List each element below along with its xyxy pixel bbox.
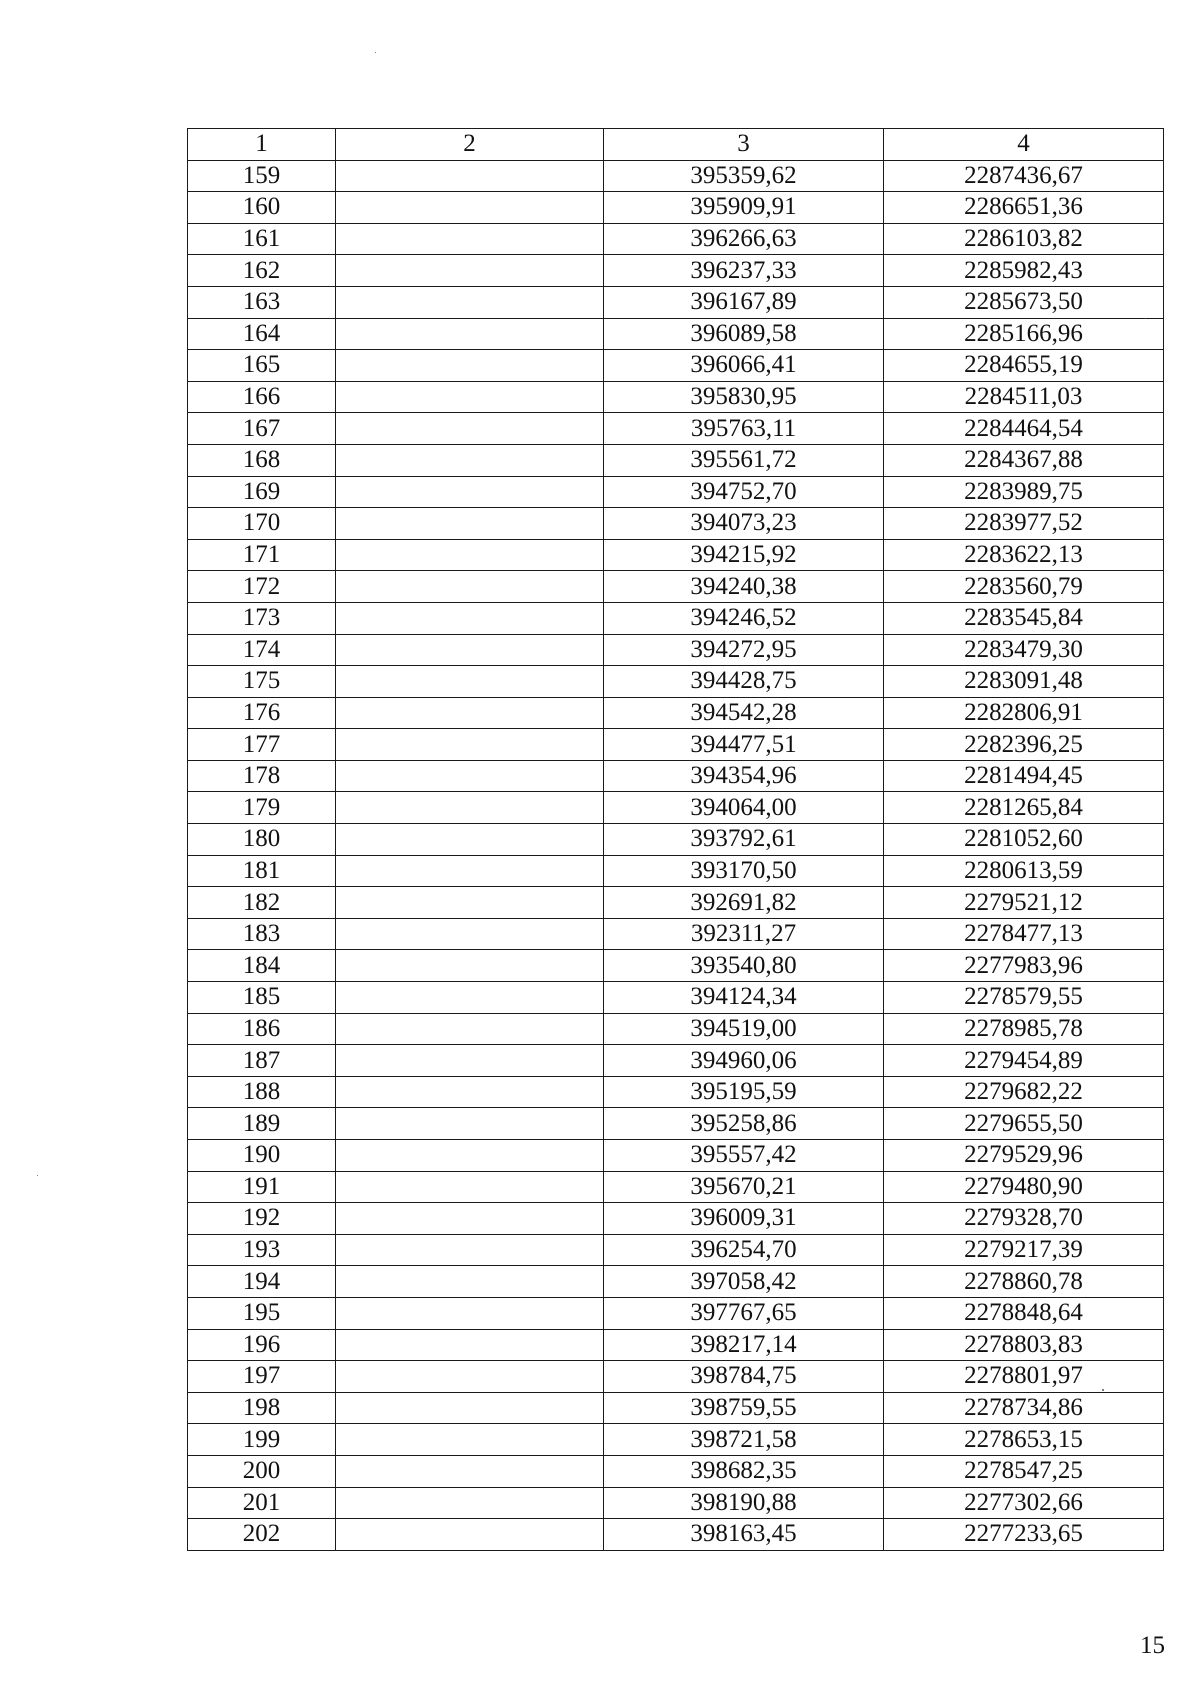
scan-speck [37, 1175, 38, 1176]
description-cell [336, 760, 604, 792]
x-coordinate-cell: 394124,34 [604, 982, 884, 1014]
description-cell [336, 286, 604, 318]
table-row [188, 476, 1164, 508]
description-cell [336, 1045, 604, 1077]
x-coordinate-cell: 394215,92 [604, 539, 884, 571]
description-cell [336, 508, 604, 540]
x-coordinate-cell: 395830,95 [604, 381, 884, 413]
point-number-cell: 191 [188, 1171, 336, 1203]
x-coordinate-cell: 396266,63 [604, 223, 884, 255]
table-row [188, 1140, 1164, 1172]
description-cell [336, 697, 604, 729]
x-coordinate-cell: 398759,55 [604, 1392, 884, 1424]
point-number-cell: 170 [188, 508, 336, 540]
point-number-cell: 192 [188, 1203, 336, 1235]
x-coordinate-cell: 396167,89 [604, 286, 884, 318]
description-cell [336, 571, 604, 603]
y-coordinate-cell: 2281494,45 [884, 760, 1164, 792]
y-coordinate-cell: 2284367,88 [884, 444, 1164, 476]
description-cell [336, 318, 604, 350]
description-cell [336, 1266, 604, 1298]
point-number-cell: 202 [188, 1519, 336, 1551]
description-cell [336, 887, 604, 919]
y-coordinate-cell: 2284464,54 [884, 413, 1164, 445]
table-row [188, 887, 1164, 919]
point-number-cell: 161 [188, 223, 336, 255]
point-number-cell: 178 [188, 760, 336, 792]
table-row [188, 729, 1164, 761]
y-coordinate-cell: 2279529,96 [884, 1140, 1164, 1172]
description-cell [336, 634, 604, 666]
point-number-cell: 198 [188, 1392, 336, 1424]
description-cell [336, 539, 604, 571]
table-row [188, 1455, 1164, 1487]
point-number-cell: 162 [188, 255, 336, 287]
table-row [188, 666, 1164, 698]
table-row [188, 1108, 1164, 1140]
description-cell [336, 729, 604, 761]
y-coordinate-cell: 2282806,91 [884, 697, 1164, 729]
y-coordinate-cell: 2278801,97 [884, 1361, 1164, 1393]
x-coordinate-cell: 395557,42 [604, 1140, 884, 1172]
table-row [188, 918, 1164, 950]
column-header-1: 1 [188, 129, 336, 161]
description-cell [336, 1424, 604, 1456]
point-number-cell: 182 [188, 887, 336, 919]
table-row [188, 824, 1164, 856]
x-coordinate-cell: 396254,70 [604, 1234, 884, 1266]
y-coordinate-cell: 2277302,66 [884, 1487, 1164, 1519]
description-cell [336, 918, 604, 950]
point-number-cell: 199 [188, 1424, 336, 1456]
table-row [188, 1234, 1164, 1266]
point-number-cell: 180 [188, 824, 336, 856]
table-row [188, 255, 1164, 287]
point-number-cell: 163 [188, 286, 336, 318]
point-number-cell: 185 [188, 982, 336, 1014]
table-row [188, 1392, 1164, 1424]
scan-speck [1145, 318, 1146, 319]
point-number-cell: 188 [188, 1076, 336, 1108]
x-coordinate-cell: 398190,88 [604, 1487, 884, 1519]
y-coordinate-cell: 2277233,65 [884, 1519, 1164, 1551]
point-number-cell: 195 [188, 1297, 336, 1329]
description-cell [336, 855, 604, 887]
x-coordinate-cell: 398682,35 [604, 1455, 884, 1487]
y-coordinate-cell: 2284655,19 [884, 350, 1164, 382]
y-coordinate-cell: 2285673,50 [884, 286, 1164, 318]
table-row [188, 1045, 1164, 1077]
point-number-cell: 173 [188, 602, 336, 634]
point-number-cell: 187 [188, 1045, 336, 1077]
table-row [188, 634, 1164, 666]
table-row [188, 1266, 1164, 1298]
description-cell [336, 1329, 604, 1361]
description-cell [336, 1297, 604, 1329]
table-header-row [188, 129, 1164, 161]
table-row [188, 760, 1164, 792]
x-coordinate-cell: 395763,11 [604, 413, 884, 445]
x-coordinate-cell: 396089,58 [604, 318, 884, 350]
x-coordinate-cell: 394354,96 [604, 760, 884, 792]
description-cell [336, 824, 604, 856]
y-coordinate-cell: 2278985,78 [884, 1013, 1164, 1045]
table-row [188, 1013, 1164, 1045]
point-number-cell: 197 [188, 1361, 336, 1393]
x-coordinate-cell: 395561,72 [604, 444, 884, 476]
column-header-4: 4 [884, 129, 1164, 161]
y-coordinate-cell: 2283977,52 [884, 508, 1164, 540]
description-cell [336, 1361, 604, 1393]
table-row [188, 1076, 1164, 1108]
x-coordinate-cell: 396009,31 [604, 1203, 884, 1235]
point-number-cell: 181 [188, 855, 336, 887]
point-number-cell: 160 [188, 192, 336, 224]
y-coordinate-cell: 2284511,03 [884, 381, 1164, 413]
x-coordinate-cell: 395909,91 [604, 192, 884, 224]
description-cell [336, 1203, 604, 1235]
y-coordinate-cell: 2277983,96 [884, 950, 1164, 982]
description-cell [336, 1013, 604, 1045]
x-coordinate-cell: 397767,65 [604, 1297, 884, 1329]
table-row [188, 223, 1164, 255]
description-cell [336, 1140, 604, 1172]
y-coordinate-cell: 2283545,84 [884, 602, 1164, 634]
table-row [188, 1361, 1164, 1393]
description-cell [336, 792, 604, 824]
table-row [188, 1297, 1164, 1329]
description-cell [336, 1076, 604, 1108]
x-coordinate-cell: 394073,23 [604, 508, 884, 540]
x-coordinate-cell: 396066,41 [604, 350, 884, 382]
description-cell [336, 1234, 604, 1266]
y-coordinate-cell: 2279328,70 [884, 1203, 1164, 1235]
y-coordinate-cell: 2278734,86 [884, 1392, 1164, 1424]
x-coordinate-cell: 393540,80 [604, 950, 884, 982]
x-coordinate-cell: 394240,38 [604, 571, 884, 603]
y-coordinate-cell: 2279217,39 [884, 1234, 1164, 1266]
description-cell [336, 982, 604, 1014]
point-number-cell: 175 [188, 666, 336, 698]
point-number-cell: 169 [188, 476, 336, 508]
y-coordinate-cell: 2286651,36 [884, 192, 1164, 224]
description-cell [336, 1519, 604, 1551]
table-row [188, 602, 1164, 634]
x-coordinate-cell: 394477,51 [604, 729, 884, 761]
table-row [188, 318, 1164, 350]
description-cell [336, 602, 604, 634]
table-row [188, 444, 1164, 476]
point-number-cell: 168 [188, 444, 336, 476]
x-coordinate-cell: 398721,58 [604, 1424, 884, 1456]
x-coordinate-cell: 392311,27 [604, 918, 884, 950]
table-row [188, 381, 1164, 413]
y-coordinate-cell: 2280613,59 [884, 855, 1164, 887]
x-coordinate-cell: 396237,33 [604, 255, 884, 287]
table-row [188, 697, 1164, 729]
point-number-cell: 172 [188, 571, 336, 603]
point-number-cell: 171 [188, 539, 336, 571]
y-coordinate-cell: 2278848,64 [884, 1297, 1164, 1329]
x-coordinate-cell: 398784,75 [604, 1361, 884, 1393]
y-coordinate-cell: 2285982,43 [884, 255, 1164, 287]
table-row [188, 1203, 1164, 1235]
point-number-cell: 186 [188, 1013, 336, 1045]
description-cell [336, 950, 604, 982]
x-coordinate-cell: 394064,00 [604, 792, 884, 824]
description-cell [336, 1487, 604, 1519]
scan-speck [375, 52, 376, 53]
point-number-cell: 190 [188, 1140, 336, 1172]
description-cell [336, 255, 604, 287]
description-cell [336, 1108, 604, 1140]
y-coordinate-cell: 2283622,13 [884, 539, 1164, 571]
y-coordinate-cell: 2278860,78 [884, 1266, 1164, 1298]
x-coordinate-cell: 394960,06 [604, 1045, 884, 1077]
point-number-cell: 167 [188, 413, 336, 445]
table-row [188, 950, 1164, 982]
description-cell [336, 666, 604, 698]
y-coordinate-cell: 2279521,12 [884, 887, 1164, 919]
table-row [188, 1519, 1164, 1551]
y-coordinate-cell: 2279682,22 [884, 1076, 1164, 1108]
y-coordinate-cell: 2279655,50 [884, 1108, 1164, 1140]
x-coordinate-cell: 394752,70 [604, 476, 884, 508]
point-number-cell: 174 [188, 634, 336, 666]
x-coordinate-cell: 394428,75 [604, 666, 884, 698]
table-row [188, 855, 1164, 887]
table-row [188, 286, 1164, 318]
point-number-cell: 189 [188, 1108, 336, 1140]
y-coordinate-cell: 2281052,60 [884, 824, 1164, 856]
table-row [188, 1171, 1164, 1203]
point-number-cell: 200 [188, 1455, 336, 1487]
table-row [188, 1424, 1164, 1456]
y-coordinate-cell: 2279480,90 [884, 1171, 1164, 1203]
description-cell [336, 223, 604, 255]
x-coordinate-cell: 395258,86 [604, 1108, 884, 1140]
x-coordinate-cell: 393792,61 [604, 824, 884, 856]
description-cell [336, 160, 604, 192]
y-coordinate-cell: 2283479,30 [884, 634, 1164, 666]
table-body [188, 160, 1164, 1550]
table-row [188, 539, 1164, 571]
y-coordinate-cell: 2283560,79 [884, 571, 1164, 603]
point-number-cell: 159 [188, 160, 336, 192]
x-coordinate-cell: 394542,28 [604, 697, 884, 729]
y-coordinate-cell: 2278477,13 [884, 918, 1164, 950]
point-number-cell: 193 [188, 1234, 336, 1266]
point-number-cell: 176 [188, 697, 336, 729]
point-number-cell: 184 [188, 950, 336, 982]
y-coordinate-cell: 2285166,96 [884, 318, 1164, 350]
y-coordinate-cell: 2281265,84 [884, 792, 1164, 824]
point-number-cell: 177 [188, 729, 336, 761]
table-row [188, 792, 1164, 824]
description-cell [336, 413, 604, 445]
table-row [188, 982, 1164, 1014]
description-cell [336, 1171, 604, 1203]
y-coordinate-cell: 2278579,55 [884, 982, 1164, 1014]
description-cell [336, 192, 604, 224]
y-coordinate-cell: 2278547,25 [884, 1455, 1164, 1487]
point-number-cell: 179 [188, 792, 336, 824]
point-number-cell: 196 [188, 1329, 336, 1361]
description-cell [336, 381, 604, 413]
point-number-cell: 194 [188, 1266, 336, 1298]
y-coordinate-cell: 2278803,83 [884, 1329, 1164, 1361]
description-cell [336, 476, 604, 508]
y-coordinate-cell: 2282396,25 [884, 729, 1164, 761]
page-number: 15 [1140, 1632, 1165, 1659]
table-row [188, 1487, 1164, 1519]
x-coordinate-cell: 398163,45 [604, 1519, 884, 1551]
y-coordinate-cell: 2287436,67 [884, 160, 1164, 192]
description-cell [336, 1455, 604, 1487]
table-row [188, 350, 1164, 382]
table-row [188, 160, 1164, 192]
column-header-2: 2 [336, 129, 604, 161]
y-coordinate-cell: 2283989,75 [884, 476, 1164, 508]
table-row [188, 571, 1164, 603]
y-coordinate-cell: 2278653,15 [884, 1424, 1164, 1456]
x-coordinate-cell: 397058,42 [604, 1266, 884, 1298]
scan-speck [1102, 1389, 1104, 1391]
description-cell [336, 1392, 604, 1424]
table-row [188, 192, 1164, 224]
description-cell [336, 444, 604, 476]
table-row [188, 413, 1164, 445]
point-number-cell: 201 [188, 1487, 336, 1519]
point-number-cell: 165 [188, 350, 336, 382]
column-header-3: 3 [604, 129, 884, 161]
table-row [188, 508, 1164, 540]
x-coordinate-cell: 394519,00 [604, 1013, 884, 1045]
x-coordinate-cell: 395359,62 [604, 160, 884, 192]
point-number-cell: 166 [188, 381, 336, 413]
x-coordinate-cell: 393170,50 [604, 855, 884, 887]
point-number-cell: 183 [188, 918, 336, 950]
point-number-cell: 164 [188, 318, 336, 350]
table-row [188, 1329, 1164, 1361]
y-coordinate-cell: 2286103,82 [884, 223, 1164, 255]
x-coordinate-cell: 394246,52 [604, 602, 884, 634]
x-coordinate-cell: 395195,59 [604, 1076, 884, 1108]
y-coordinate-cell: 2283091,48 [884, 666, 1164, 698]
x-coordinate-cell: 398217,14 [604, 1329, 884, 1361]
description-cell [336, 350, 604, 382]
x-coordinate-cell: 394272,95 [604, 634, 884, 666]
y-coordinate-cell: 2279454,89 [884, 1045, 1164, 1077]
x-coordinate-cell: 392691,82 [604, 887, 884, 919]
coordinates-table [187, 128, 1164, 1551]
x-coordinate-cell: 395670,21 [604, 1171, 884, 1203]
